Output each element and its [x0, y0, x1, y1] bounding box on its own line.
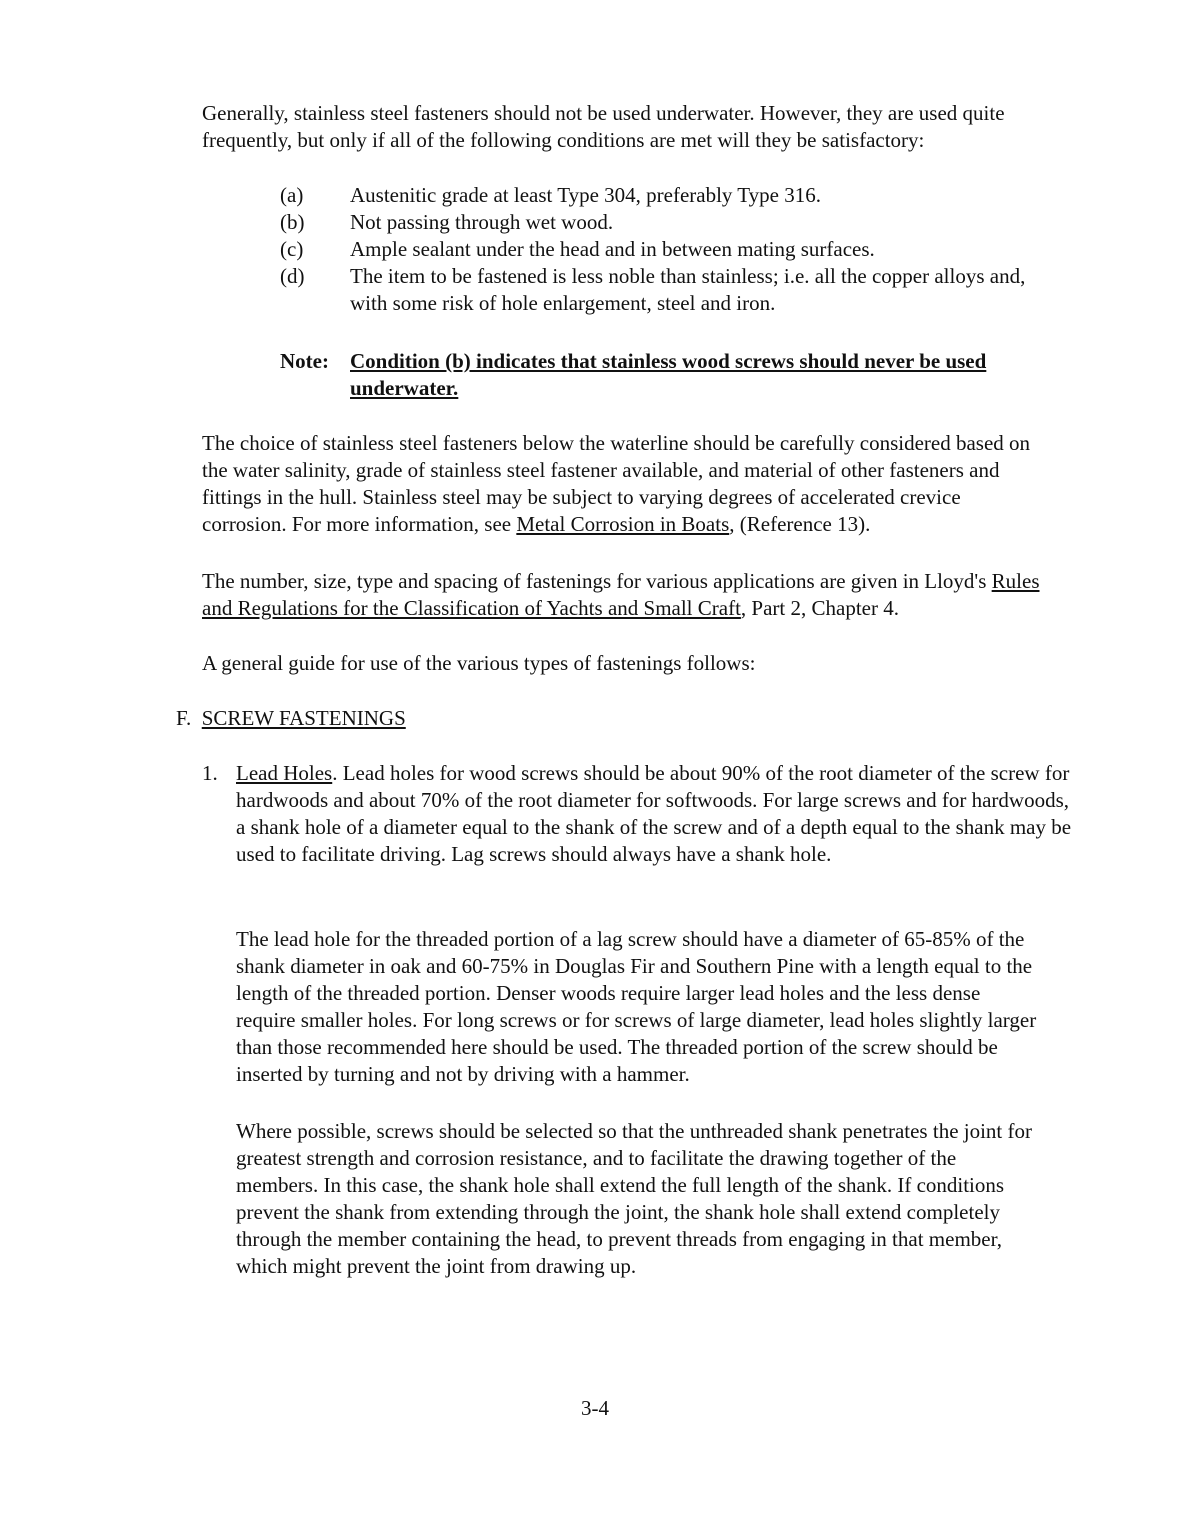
page-number: 3-4	[581, 1396, 609, 1420]
condition-item-c	[280, 236, 1040, 263]
conditions-list	[280, 182, 1040, 317]
condition-item-d	[280, 263, 1040, 317]
condition-marker: (a)	[280, 183, 304, 207]
choice-text: The choice of stainless steel fasteners below the waterline should be carefully considered based on the water salinity, grade of stainless steel fastener available, and material of other fasteners and fittings in the hull. Stainless steel may be subject to varying degrees of accelerated crevice corrosion. For more information, see	[202, 431, 1031, 536]
condition-text: Austenitic grade at least Type 304, preferably Type 316.	[350, 183, 821, 207]
lag-screw-paragraph: The lead hole for the threaded portion of a lag screw should have a diameter of 65-85% of the shank diameter in oak and 60-75% in Douglas Fir and Southern Pine with a length equal to the length of the threaded portion. Denser woods require larger lead holes and the less dense require smaller holes. For long screws or for screws of large diameter, lead holes slightly larger than those recommended here should be used. The threaded portion of the screw should be inserted by turning and not by driving with a hammer.	[236, 927, 1037, 1086]
condition-marker: (d)	[280, 264, 305, 288]
condition-marker: (b)	[280, 210, 305, 234]
condition-item-a	[280, 182, 1040, 209]
note-block	[280, 348, 1040, 402]
reference-metal-corrosion: Metal Corrosion in Boats	[516, 512, 730, 536]
stainless-choice-paragraph	[202, 430, 1042, 538]
lead-holes-item	[202, 760, 1076, 868]
section-heading	[176, 705, 406, 732]
item-number: 1.	[202, 761, 218, 785]
general-guide-paragraph: A general guide for use of the various types of fastenings follows:	[202, 651, 756, 675]
condition-text: The item to be fastened is less noble than stainless; i.e. all the copper alloys and, with some risk of hole enlargement, steel and iron.	[350, 264, 1026, 315]
condition-text: Ample sealant under the head and in between mating surfaces.	[350, 237, 875, 261]
section-letter: F.	[176, 706, 192, 730]
intro-paragraph: Generally, stainless steel fasteners should not be used underwater. However, they are used quite frequently, but only if all of the following conditions are met will they be satisfactory:	[202, 101, 1005, 152]
shank-selection-paragraph: Where possible, screws should be selected so that the unthreaded shank penetrates the joint for greatest strength and corrosion resistance, and to facilitate the drawing together of the members. In this case, the shank hole shall extend the full length of the shank. If conditions prevent the shank from extending through the joint, the shank hole shall extend completely through the member containing the head, to prevent threads from engaging in that member, which might prevent the joint from drawing up.	[236, 1119, 1033, 1278]
note-text: Condition (b) indicates that stainless wood screws should never be used underwater.	[350, 349, 987, 400]
item-heading: Lead Holes	[236, 761, 333, 785]
section-title: SCREW FASTENINGS	[201, 706, 406, 730]
condition-marker: (c)	[280, 237, 304, 261]
item-heading-suffix: .	[332, 761, 338, 785]
item-text: Lead holes for wood screws should be about 90% of the root diameter of the screw for hardwoods and about 70% of the root diameter for softwoods. For large screws and for hardwoods, a shank hole of a diameter equal to the shank of the screw and of a depth equal to the shank may be used to facilitate driving. Lag screws should always have a shank hole.	[236, 761, 1072, 866]
condition-text: Not passing through wet wood.	[350, 210, 614, 234]
fastening-rules-paragraph	[202, 568, 1042, 622]
rules-suffix: , Part 2, Chapter 4.	[740, 596, 899, 620]
choice-suffix: , (Reference 13).	[729, 512, 871, 536]
note-label: Note:	[280, 349, 329, 373]
condition-item-b	[280, 209, 1040, 236]
reference-lloyds-rules: Rules and Regulations for the Classification of Yachts and Small Craft	[202, 569, 1040, 620]
rules-text: The number, size, type and spacing of fastenings for various applications are given in Lloyd's	[202, 569, 992, 593]
